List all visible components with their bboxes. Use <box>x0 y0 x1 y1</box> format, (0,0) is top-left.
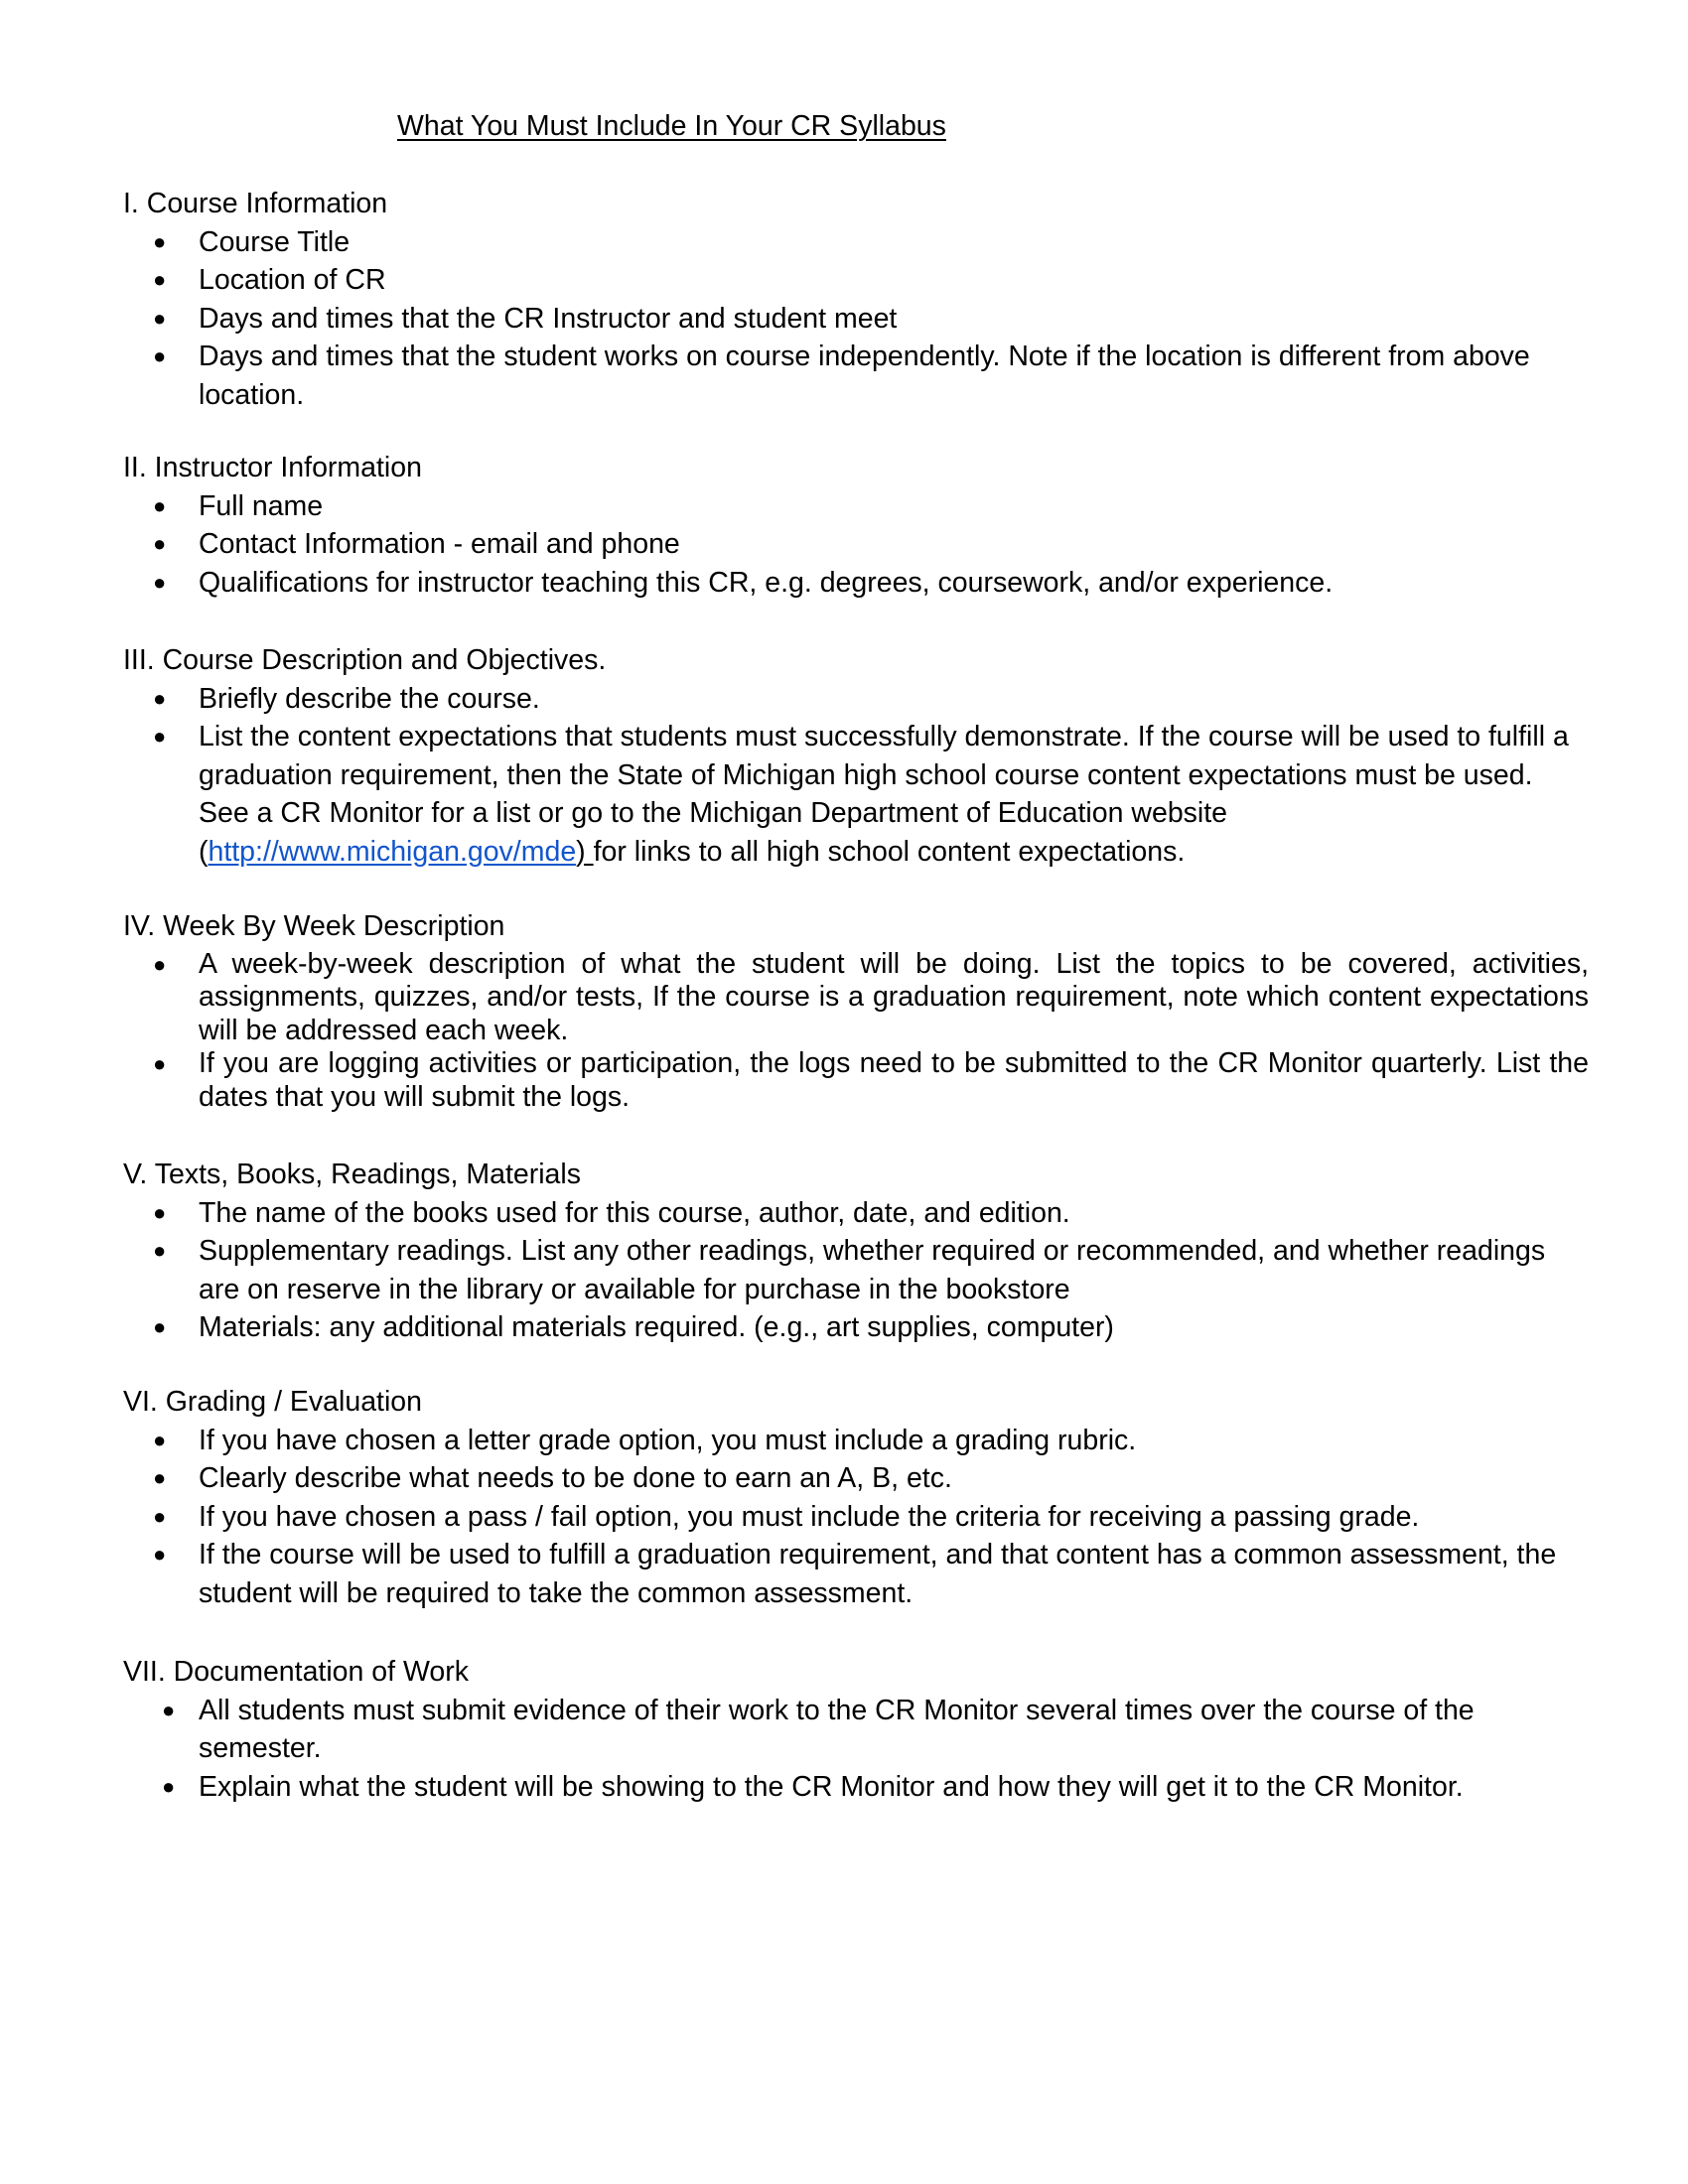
bullet-icon: ● <box>153 305 167 331</box>
section-heading: II. Instructor Information <box>123 452 422 483</box>
bullet-icon: ● <box>162 1773 176 1799</box>
list-item: ● If the course will be used to fulfill a graduation requirement, and that content has a common assessment, the student will be required to take the common assessment. <box>123 1536 1589 1612</box>
bullet-icon: ● <box>153 1427 167 1452</box>
bullet-icon: ● <box>162 1697 176 1722</box>
mde-website-link[interactable]: http://www.michigan.gov/mde <box>208 835 577 868</box>
list-item: ● All students must submit evidence of their work to the CR Monitor several times over the course of the semester. <box>123 1692 1589 1768</box>
section-week-by-week <box>123 907 1593 1114</box>
bullet-icon: ● <box>153 1199 167 1225</box>
list-item: ● List the content expectations that students must successfully demonstrate. If the course will be used to fulfill a graduation requirement, then the State of Michigan high school course content expectations must be used. See a CR Monitor for a list or go to the Michigan Department of Education website (http://www.michigan.gov/mde) for links to all high school content expectations. <box>123 718 1589 871</box>
section-course-description <box>123 641 1593 871</box>
list-item: ● Briefly describe the course. <box>123 680 1589 719</box>
section-texts-books <box>123 1156 1593 1347</box>
list-item: ● If you have chosen a letter grade option, you must include a grading rubric. <box>123 1422 1589 1460</box>
list-item: ● Course Title <box>123 223 1589 262</box>
bullet-list <box>123 487 1593 603</box>
list-item: ● Contact Information - email and phone <box>123 525 1589 564</box>
list-item: ● Full name <box>123 487 1589 526</box>
list-item: ● Materials: any additional materials required. (e.g., art supplies, computer) <box>123 1308 1589 1347</box>
bullet-icon: ● <box>153 1238 167 1263</box>
link-prefix: ( <box>199 835 209 868</box>
bullet-list <box>123 1692 1593 1807</box>
list-item: ● A week-by-week description of what the student will be doing. List the topics to be covered, activities, assignments, quizzes, and/or tests, If the course is a graduation requirement, note which content expectations will be addressed each week. <box>153 947 1589 1046</box>
list-item: ● Location of CR <box>123 261 1589 300</box>
section-heading: I. Course Information <box>123 188 388 219</box>
bullet-list <box>123 1194 1593 1347</box>
list-item: ● Qualifications for instructor teaching this CR, e.g. degrees, coursework, and/or experience. <box>123 564 1589 603</box>
list-item: ● The name of the books used for this course, author, date, and edition. <box>123 1194 1589 1233</box>
bullet-icon: ● <box>153 531 167 556</box>
document-title: What You Must Include In Your CR Syllabus <box>397 110 946 142</box>
bullet-icon: ● <box>153 569 167 595</box>
bullet-icon: ● <box>153 1503 167 1529</box>
section-course-information <box>123 185 1593 414</box>
bullet-icon: ● <box>153 951 167 977</box>
bullet-list <box>123 223 1593 415</box>
bullet-icon: ● <box>153 724 167 749</box>
list-item: ● If you are logging activities or participation, the logs need to be submitted to the CR Monitor quarterly. List the dates that you will submit the logs. <box>153 1047 1589 1113</box>
list-item: ● If you have chosen a pass / fail option, you must include the criteria for receiving a passing grade. <box>123 1498 1589 1537</box>
section-heading: VI. Grading / Evaluation <box>123 1386 423 1418</box>
bullet-icon: ● <box>153 343 167 368</box>
bullet-icon: ● <box>153 228 167 254</box>
bullet-list <box>123 1422 1593 1613</box>
bullet-icon: ● <box>153 1465 167 1490</box>
bullet-icon: ● <box>153 267 167 292</box>
section-instructor-information <box>123 449 1593 602</box>
list-item: ● Days and times that the student works on course independently. Note if the location is different from above location. <box>123 338 1589 414</box>
section-documentation-of-work <box>123 1653 1593 1806</box>
list-item: ● Supplementary readings. List any other readings, whether required or recommended, and whether readings are on reserve in the library or available for purchase in the bookstore <box>123 1232 1589 1308</box>
bullet-list <box>123 680 1593 872</box>
list-item: ● Clearly describe what needs to be done to earn an A, B, etc. <box>123 1459 1589 1498</box>
link-close: ) <box>576 835 594 868</box>
list-item: ● Days and times that the CR Instructor and student meet <box>123 300 1589 339</box>
section-heading: IV. Week By Week Description <box>123 910 505 942</box>
bullet-icon: ● <box>153 492 167 518</box>
bullet-icon: ● <box>153 685 167 711</box>
list-item: ● Explain what the student will be showing to the CR Monitor and how they will get it to the CR Monitor. <box>123 1768 1589 1807</box>
section-grading-evaluation <box>123 1383 1593 1612</box>
section-heading: III. Course Description and Objectives. <box>123 644 607 676</box>
bullet-icon: ● <box>153 1314 167 1339</box>
bullet-list <box>123 948 1593 1115</box>
bullet-icon: ● <box>153 1051 167 1076</box>
link-suffix: for links to all high school content expectations. <box>593 835 1186 868</box>
section-heading: V. Texts, Books, Readings, Materials <box>123 1159 581 1190</box>
bullet-icon: ● <box>153 1542 167 1567</box>
section-heading: VII. Documentation of Work <box>123 1656 469 1688</box>
